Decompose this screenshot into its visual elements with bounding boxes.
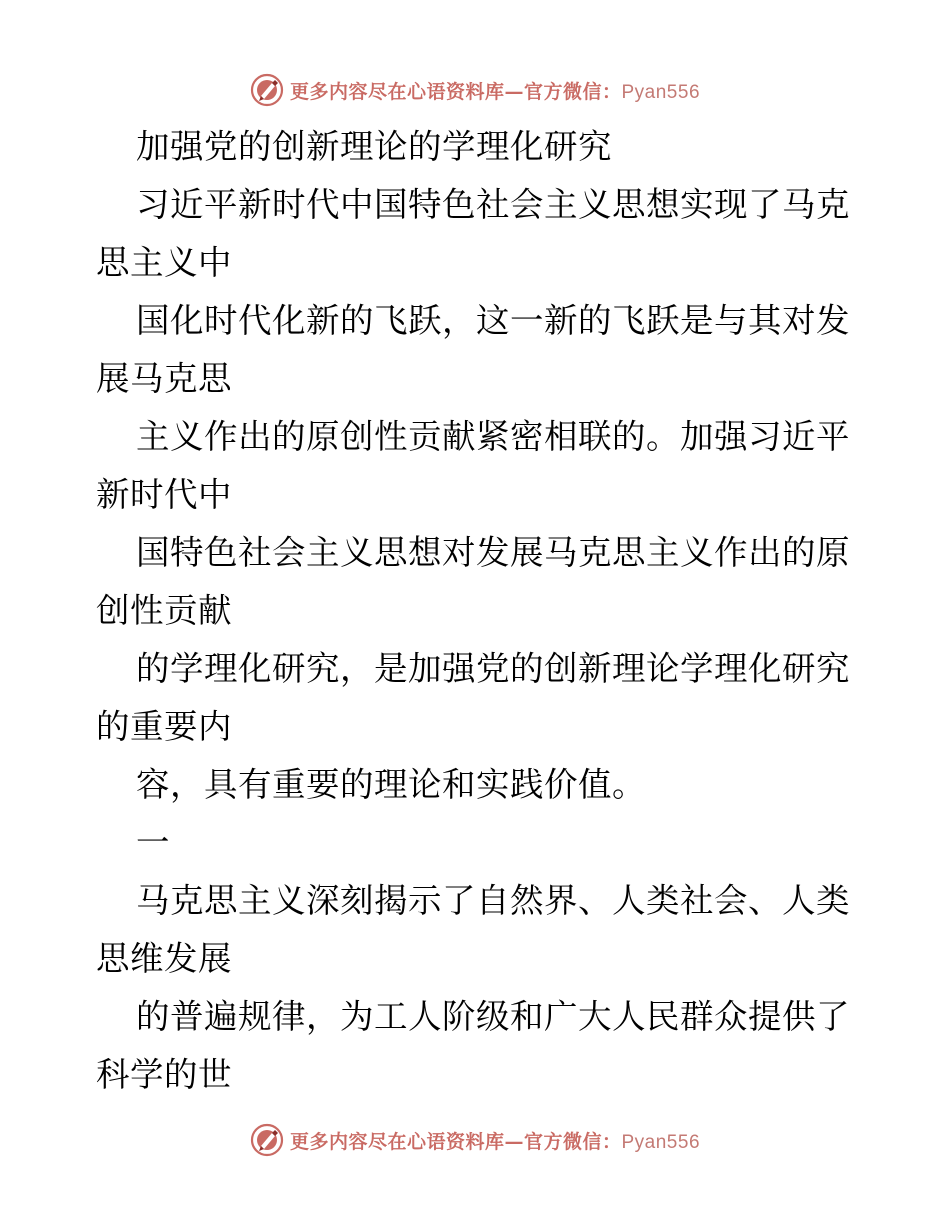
- watermark-text: 更多内容尽在心语资料库—官方微信：Pyan556: [289, 80, 701, 103]
- doc-line: 创性贡献: [96, 591, 232, 630]
- doc-line: 思维发展: [96, 939, 232, 978]
- doc-line: 主义作出的原创性贡献紧密相联的。加强习近平: [136, 417, 850, 456]
- document-body: [96, 118, 856, 1104]
- wechat-id: Pyan556: [621, 1131, 701, 1153]
- doc-line: 的重要内: [96, 707, 232, 746]
- doc-line: 思主义中: [96, 243, 232, 282]
- doc-line: 国特色社会主义思想对发展马克思主义作出的原: [136, 533, 850, 572]
- doc-line: 的学理化研究，是加强党的创新理论学理化研究: [136, 649, 850, 688]
- watermark-text: 更多内容尽在心语资料库—官方微信：Pyan556: [289, 1130, 701, 1153]
- wechat-id: Pyan556: [621, 81, 701, 103]
- doc-line: 科学的世: [96, 1055, 232, 1094]
- doc-line: 的普遍规律，为工人阶级和广大人民群众提供了: [136, 997, 850, 1036]
- pen-logo-icon: [250, 1123, 284, 1157]
- footer-watermark: [0, 1120, 950, 1160]
- pen-logo-icon: [250, 73, 284, 107]
- doc-line: 容，具有重要的理论和实践价值。: [136, 765, 646, 804]
- doc-line: 新时代中: [96, 475, 232, 514]
- header-watermark: [0, 70, 950, 110]
- doc-line: 展马克思: [96, 359, 232, 398]
- doc-line: 一: [136, 823, 170, 862]
- doc-line: 马克思主义深刻揭示了自然界、人类社会、人类: [136, 881, 850, 920]
- doc-line: 加强党的创新理论的学理化研究: [136, 127, 612, 166]
- doc-line: 习近平新时代中国特色社会主义思想实现了马克: [136, 185, 850, 224]
- doc-line: 国化时代化新的飞跃，这一新的飞跃是与其对发: [136, 301, 850, 340]
